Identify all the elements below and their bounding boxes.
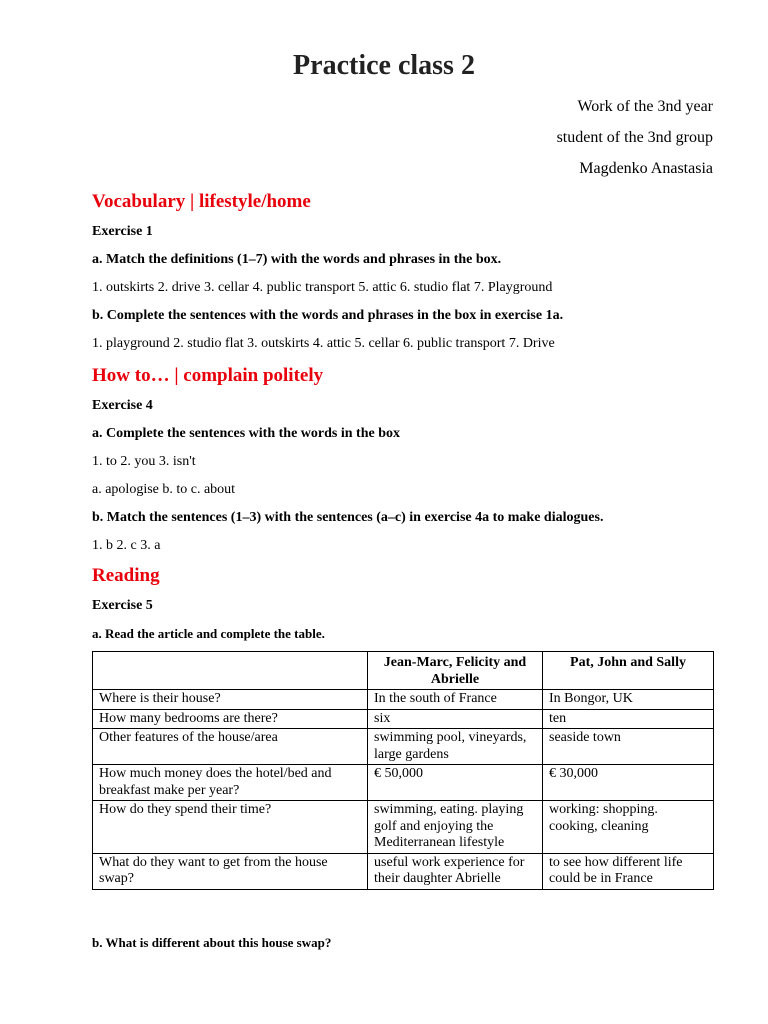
table-row: [93, 709, 714, 729]
exercise-4-label: Exercise 4: [92, 398, 153, 413]
exercise-5-label: Exercise 5: [92, 598, 153, 613]
exercise-1b-answer: 1. playground 2. studio flat 3. outskirts 4. attic 5. cellar 6. public transport 7. Drive: [92, 336, 555, 351]
table-row: [93, 765, 714, 801]
table-cell: How do they spend their time?: [93, 801, 368, 854]
author-line-group: student of the 3nd group: [556, 129, 713, 146]
table-cell: € 30,000: [543, 765, 714, 801]
table-cell: useful work experience for their daughter Abrielle: [368, 853, 543, 889]
exercise-1-label: Exercise 1: [92, 224, 153, 239]
table-cell: swimming, eating. playing golf and enjoying the Mediterranean lifestyle: [368, 801, 543, 854]
exercise-4a-answer-numbers: 1. to 2. you 3. isn't: [92, 454, 196, 469]
author-line-year: Work of the 3nd year: [577, 98, 713, 115]
table-header-cell: Jean-Marc, Felicity and Abrielle: [368, 652, 543, 690]
table-cell: In Bongor, UK: [543, 690, 714, 710]
exercise-5b-task: b. What is different about this house swap?: [92, 935, 332, 950]
house-swap-table: [92, 651, 714, 890]
exercise-5a-task: a. Read the article and complete the table.: [92, 626, 325, 641]
table-cell: ten: [543, 709, 714, 729]
exercise-1a-task: a. Match the definitions (1–7) with the words and phrases in the box.: [92, 252, 502, 267]
exercise-4a-task: a. Complete the sentences with the words in the box: [92, 426, 400, 441]
vocabulary-heading: Vocabulary | lifestyle/home: [92, 191, 311, 212]
table-cell: How much money does the hotel/bed and breakfast make per year?: [93, 765, 368, 801]
table-cell: to see how different life could be in France: [543, 853, 714, 889]
table-cell: What do they want to get from the house swap?: [93, 853, 368, 889]
table-row: [93, 801, 714, 854]
table-row: [93, 690, 714, 710]
exercise-4a-answer-letters: a. apologise b. to c. about: [92, 482, 236, 497]
exercise-4b-answer: 1. b 2. c 3. a: [92, 538, 161, 553]
table-header-row: [93, 652, 714, 690]
page-title: Practice class 2: [293, 50, 475, 81]
table-cell: six: [368, 709, 543, 729]
table-cell: seaside town: [543, 729, 714, 765]
table-row: [93, 853, 714, 889]
table-cell: € 50,000: [368, 765, 543, 801]
table-header-cell: [93, 652, 368, 690]
table-row: [93, 729, 714, 765]
how-to-heading: How to… | complain politely: [92, 365, 324, 386]
table-cell: In the south of France: [368, 690, 543, 710]
table-cell: swimming pool, vineyards, large gardens: [368, 729, 543, 765]
exercise-4b-task: b. Match the sentences (1–3) with the sentences (a–c) in exercise 4a to make dialogues.: [92, 510, 604, 525]
table-cell: How many bedrooms are there?: [93, 709, 368, 729]
table-cell: Where is their house?: [93, 690, 368, 710]
reading-heading: Reading: [92, 565, 160, 586]
table-header-cell: Pat, John and Sally: [543, 652, 714, 690]
exercise-1b-task: b. Complete the sentences with the words and phrases in the box in exercise 1a.: [92, 308, 564, 323]
table-cell: working: shopping. cooking, cleaning: [543, 801, 714, 854]
author-name: Magdenko Anastasia: [579, 160, 713, 177]
exercise-1a-answer: 1. outskirts 2. drive 3. cellar 4. public transport 5. attic 6. studio flat 7. Playground: [92, 280, 553, 295]
table-cell: Other features of the house/area: [93, 729, 368, 765]
